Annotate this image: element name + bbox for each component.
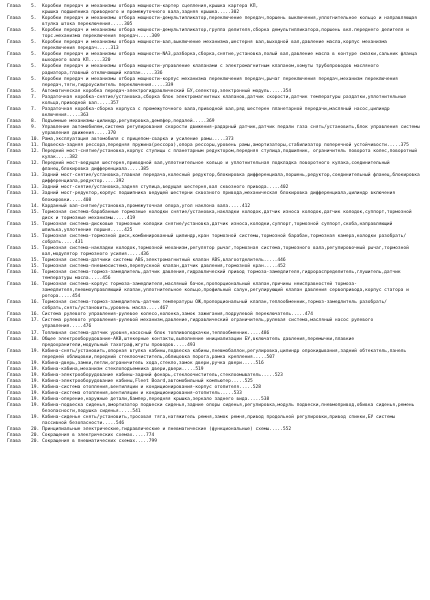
leader-dots: .....: [113, 215, 127, 221]
toc-entry-text: [42, 107, 420, 119]
chapter-word: Глава: [7, 191, 21, 197]
chapter-word: Глава: [7, 64, 21, 70]
leader-dots: .....: [58, 294, 73, 300]
leader-dots: .....: [137, 34, 152, 40]
leader-dots: .....: [110, 22, 125, 28]
chapter-number: 20.: [31, 427, 40, 433]
leader-dots: .....: [69, 324, 84, 330]
leader-dots: .....: [126, 167, 141, 173]
leader-dots: .....: [146, 306, 160, 312]
toc-entry: [7, 16, 420, 28]
chapter-word: Глава: [7, 221, 21, 227]
leader-dots: .....: [247, 330, 261, 336]
leader-dots: .....: [291, 312, 305, 318]
toc-entry-text: [42, 40, 420, 52]
page-number: 309: [151, 34, 160, 40]
chapter-number: 10.: [31, 137, 40, 143]
leader-dots: .....: [118, 409, 133, 415]
toc-title: Коробки передач и механизмы отбора мощности-демультипликатор,группа делителя,сборка демультипликатора,поршень вкл.переднего делителя и торс.механизма переключения передач: [42, 28, 412, 40]
page-number: 528: [252, 384, 262, 390]
chapter-word: Глава: [7, 312, 21, 318]
chapter-word: Глава: [7, 384, 21, 390]
page-number: 541: [132, 409, 141, 415]
toc-title: Тормозная система-барабанные тормозные колодки снятие/установка,накладки колодок,датчик износа колодок,датчик колодок,суппорт,тормозной диск и тормозные механизмы: [42, 209, 415, 221]
page-number: 552: [282, 427, 292, 433]
chapter-number: 19.: [31, 372, 40, 378]
chapter-number: 5.: [31, 40, 37, 46]
chapter-word: Глава: [7, 40, 21, 46]
chapter-number: 14.: [31, 203, 40, 209]
toc-title: Тормозная система-дисковые тормозные колодки снятие/установка,датчик износа,колодки,суппорт,тормозной суппорт,скоба,направляющий шпилька,уплотнение поршня: [42, 221, 396, 233]
page-number: 456: [102, 276, 111, 282]
toc-title: Тормозная система-тормоз-замедлитель,датчик давления,гидравлический привод тормоза-замедлителя,гидрораспределитель,глушитель,датчик температуры масла: [42, 270, 404, 282]
chapter-number: 20.: [31, 433, 40, 439]
leader-dots: .....: [132, 433, 147, 439]
page-number: 385: [140, 167, 149, 173]
page-number: 402: [280, 185, 289, 191]
chapter-word: Глава: [7, 336, 21, 342]
chapter-word: Глава: [7, 257, 21, 263]
leader-dots: .....: [88, 58, 103, 64]
toc-entry: [7, 40, 420, 52]
toc-title: Общее электрооборудование-AKB,штекерные контакты,выполнение инициализации БУ,включатель давления,перемычки,плавкие предохранители,модульный тахограф,жгуты проводов: [42, 336, 357, 348]
chapter-word: Глава: [7, 360, 21, 366]
toc-entry-text: [42, 28, 420, 40]
leader-dots: .....: [126, 251, 141, 257]
chapter-word: Глава: [7, 330, 21, 336]
chapter-word: Глава: [7, 378, 21, 384]
toc-title: Сокращения в пневматических схемах: [42, 439, 136, 445]
page-number: 454: [72, 294, 81, 300]
leader-dots: .....: [140, 70, 155, 76]
chapter-word: Глава: [7, 300, 21, 306]
chapter-number: 7.: [31, 106, 37, 112]
chapter-number: 8.: [31, 118, 37, 124]
page-number: 375: [400, 143, 409, 149]
toc-entry-text: [42, 161, 420, 173]
page-number: 523: [274, 372, 283, 378]
chapter-word: Глава: [7, 397, 21, 403]
toc-entry: [7, 246, 420, 258]
chapter-number: 18.: [31, 336, 40, 342]
toc-title: Кабина-кабина,механизм стеклоподъемника двери,двери: [42, 366, 182, 372]
chapter-word: Глава: [7, 52, 21, 58]
chapter-word: Глава: [7, 391, 21, 396]
leader-dots: .....: [261, 372, 275, 378]
leader-dots: .....: [110, 227, 125, 233]
chapter-word: Глава: [7, 149, 21, 155]
chapter-word: Глава: [7, 439, 21, 445]
chapter-number: 16.: [31, 312, 40, 318]
toc-entry-text: [42, 124, 423, 137]
chapter-number: 15.: [31, 257, 40, 263]
page-number: 370: [107, 130, 116, 136]
toc-title: Сокращения в электрических схемах: [42, 433, 133, 439]
toc-entry: [7, 77, 420, 89]
page-number: 382: [69, 155, 78, 161]
page-number: 313: [110, 46, 119, 52]
leader-dots: .....: [69, 197, 84, 203]
toc-title: Автоматическая коробка передач-электрогидравлический БУ,селектор,электронный модуль: [42, 88, 270, 94]
toc-entry-text: [42, 415, 420, 427]
chapter-word: Глава: [7, 173, 21, 179]
toc-title: Карданный вал-снятие/установка,промежуточная опора,угол наклона вала: [42, 203, 229, 209]
chapter-number: 9.: [31, 124, 37, 130]
chapter-number: 5.: [31, 4, 37, 9]
toc-title: Система рулевого управления-рулевой механизм,давление,гидравлический ограничитель,рулевая система,масляный насос рулевого управления: [42, 318, 376, 330]
chapter-number: 19.: [31, 366, 40, 372]
chapter-number: 5.: [31, 64, 37, 70]
toc-title: Коробки передач и механизмы отбора мощности-картер сцепления,крышка картера КП,: [42, 4, 259, 9]
toc-entry-text: [42, 210, 420, 222]
toc-title: Задний мост-редуктор,корпус подшипника ведущей шестерни сквозного привода,механическая блокировка дифференциала,цилиндр включения блокировки: [42, 191, 398, 203]
chapter-number: 17.: [31, 318, 40, 324]
chapter-number: 19.: [31, 378, 40, 384]
toc-entry: [7, 210, 420, 222]
chapter-word: Глава: [7, 94, 21, 100]
page-number: 533: [233, 391, 242, 396]
page-number: 452: [277, 264, 286, 270]
toc-title: Коробки передач и механизмы отбора мощности-NA3,разборка,сборка,снятие,установка,полый вал,давление масла в контуре смазки,сальник фланца выходного вала КП: [42, 52, 420, 64]
page-number: 369: [206, 118, 215, 124]
chapter-word: Глава: [7, 372, 21, 378]
chapter-number: 20.: [31, 439, 40, 445]
chapter-number: 17.: [31, 330, 40, 336]
chapter-word: Глава: [7, 264, 21, 270]
page-number: 446: [277, 257, 286, 263]
toc-entry: [7, 64, 420, 76]
toc-entry-text: [42, 439, 420, 445]
chapter-word: Глава: [7, 161, 21, 167]
chapter-number: 15.: [31, 221, 40, 227]
chapter-word: Глава: [7, 366, 21, 372]
toc-title: Рама,эксплуатация автомобиля с прицепом-сварка и усиление рамы: [42, 137, 212, 143]
chapter-number: 5.: [31, 76, 37, 82]
leader-dots: .....: [55, 155, 70, 161]
toc-entry-text: [42, 95, 420, 107]
chapter-word: Глава: [7, 76, 21, 82]
toc-entry-text: [42, 349, 420, 361]
chapter-word: Глава: [7, 209, 21, 215]
toc-entry-text: [42, 191, 420, 203]
page-number: 519: [195, 366, 204, 372]
chapter-word: Глава: [7, 143, 21, 149]
toc-entry: [7, 349, 420, 361]
page-number: 474: [304, 312, 314, 318]
leader-dots: .....: [239, 384, 253, 390]
leader-dots: .....: [269, 88, 283, 94]
toc-entry: [7, 234, 420, 246]
chapter-word: Глава: [7, 185, 21, 191]
page-number: 486: [261, 330, 270, 336]
toc-title: Задний мост-снятие/установка,задняя ступица,ведущая шестерня,вал сквозного привода: [42, 185, 267, 191]
chapter-number: 13.: [31, 191, 40, 197]
toc-title: Кабина-подвеска сиденья,амортизатор подвески сиденья,задние опоры сиденья,регулировка,модуль подвески,пневмопривод,обивка сиденья,ремень безопасности,подушка сиденья: [42, 403, 418, 415]
chapter-word: Глава: [7, 137, 21, 143]
chapter-number: 15.: [31, 233, 40, 239]
toc-title: Коробки передач и механизмы отбора мощности-корпус механизма переключения передач,рычаг переключения передач,механизм переключения передач,тяги,гидроусилитель переключения: [42, 76, 401, 88]
chapter-number: 19.: [31, 397, 40, 403]
toc-entry-text: [42, 64, 420, 76]
chapter-word: Глава: [7, 124, 21, 130]
page-number: 320: [102, 58, 111, 64]
toc-title: Коробки передач и механизмы отбора мощности-управление клапанами с электромагнитным клапаном,хомуты трубопроводов масляного радиатора,главный отключающий клапан: [42, 64, 382, 76]
leader-dots: .....: [252, 354, 267, 360]
toc-title: крышка подшипника приводного и промежуточного вала,задняя крышка: [42, 10, 218, 16]
toc-entry-text: [42, 52, 420, 64]
chapter-word: Глава: [7, 4, 21, 9]
chapter-number: 12.: [31, 149, 40, 155]
toc-title: Кабина-электрооборудование кабины,Fleet Board,автомобильный компьютер: [42, 378, 231, 384]
toc-entry-text: [42, 173, 423, 185]
chapter-word: Глава: [7, 28, 21, 34]
toc-title: Тормозная система-пневмосистема,перепускной клапан,датчик давления,тормозной кран: [42, 264, 264, 270]
toc-title: Кабина-система отопления,вентиляции и кондиционирования-корпус отопителя: [42, 384, 240, 390]
chapter-word: Глава: [7, 203, 21, 209]
chapter-word: Глава: [7, 348, 21, 354]
chapter-number: 13.: [31, 185, 40, 191]
toc-title: Принципиальные электрические,гидравлические и пневматические (функциональные) схемы: [42, 427, 270, 433]
leader-dots: .....: [219, 391, 234, 396]
toc-title: Тормозная система-датчики системы ABS,электромагнитный клапан ABS,влагоотделитель: [42, 257, 264, 263]
toc-entry: [7, 403, 420, 415]
toc-title: Тормозная система-тормоз-замедлитель-датчик температуры ОЖ,пропорциональный клапан,теплообменник,тормоз-замедлитель разобрать/собрать,снять/установить,уровень масла: [42, 300, 387, 312]
page-number: 363: [80, 112, 89, 118]
page-number: 357: [110, 100, 119, 106]
chapter-number: 7.: [31, 94, 37, 100]
chapter-number: 5.: [31, 16, 37, 22]
toc-title: Кабина-оперение,наружные детали,бампер,передняя крышка,зеркало заднего вида: [42, 397, 248, 403]
page-number: 516: [255, 360, 264, 366]
toc-entry: [7, 191, 420, 203]
toc-title: Коробки передач и механизмы отбора мощности-вал,выключение механизма,шестерня вал,выходной вал,давление масла,корпус механизма переключения передач: [42, 40, 390, 52]
leader-dots: .....: [263, 257, 278, 263]
page-number: 436: [140, 251, 149, 257]
page-number: 799: [148, 439, 157, 445]
chapter-number: 15.: [31, 209, 40, 215]
chapter-word: Глава: [7, 318, 21, 324]
chapter-word: Глава: [7, 16, 21, 22]
toc-entry: [7, 270, 420, 282]
toc-entry-text: [42, 246, 420, 258]
leader-dots: .....: [241, 360, 256, 366]
chapter-number: 12.: [31, 161, 40, 167]
leader-dots: .....: [266, 185, 281, 191]
chapter-word: Глава: [7, 118, 21, 124]
leader-dots: .....: [263, 264, 278, 270]
chapter-word: Глава: [7, 433, 21, 439]
chapter-number: 16.: [31, 300, 40, 306]
toc-entry-text: [42, 318, 420, 330]
leader-dots: .....: [247, 397, 261, 403]
page-number: 302: [230, 10, 240, 16]
leader-dots: .....: [173, 342, 188, 348]
toc-entry: [7, 149, 420, 161]
chapter-word: Глава: [7, 106, 21, 112]
toc-title: Кабина-дверь,замки,петли,ограничитель хода,стекло,замок двери,ручка двери: [42, 360, 242, 366]
leader-dots: .....: [61, 239, 75, 245]
chapter-number: 5.: [31, 88, 37, 94]
toc-entry-text: [42, 149, 420, 161]
toc-title: Коробки передач и механизмы отбора мощности-демультипликатор,переключение передач,поршень выключения,уплотнительное кольцо и направляющая втулка штока переключения: [42, 16, 420, 28]
toc-entry: [7, 107, 420, 119]
toc-title: Подвеска-задняя рессора,передняя пружина(рессора),опора рессоры,уровень рамы,амортизаторы,стабилизатор поперечной устойчивости: [42, 143, 387, 149]
chapter-number: 19.: [31, 360, 40, 366]
leader-dots: .....: [228, 203, 242, 209]
toc-entry: [7, 28, 420, 40]
chapter-number: 19.: [31, 384, 40, 390]
leader-dots: .....: [181, 366, 196, 372]
page-number: 412: [241, 203, 251, 209]
page-number: 538: [261, 397, 270, 403]
chapter-number: 16.: [31, 270, 40, 276]
toc-title: Кабина-электрооборудование кабины-задний фонарь,стеклоочиститель,стеклоомыватель: [42, 372, 261, 378]
page-number: 305: [124, 22, 133, 28]
toc-entry-text: [42, 270, 420, 282]
leader-dots: .....: [386, 143, 401, 149]
leader-dots: .....: [102, 179, 116, 185]
toc-title: Передний мост-снятие/установка,корпус ступицы с планетарным редуктором,передняя ступица,подшипник, ограничитель поворота колес,поворотный кулак: [42, 149, 420, 161]
toc-entry-text: [42, 16, 420, 28]
leader-dots: .....: [211, 137, 226, 143]
leader-dots: .....: [88, 276, 103, 282]
page-number: 336: [154, 70, 163, 76]
chapter-number: 15.: [31, 264, 40, 270]
toc-entry: [7, 300, 420, 312]
page-number: 467: [159, 306, 168, 312]
chapter-number: 19.: [31, 415, 40, 421]
page-number: 425: [124, 227, 133, 233]
leader-dots: .....: [230, 378, 245, 384]
toc-title: Передний мост-ведущая шестерня,приводной вал,уплотнительное кольцо и уплотнительная подкладка поворотного кулака,соединительный фланец,блокировка дифференциала: [42, 161, 393, 173]
toc-entry-text: [42, 403, 420, 415]
chapter-number: 11.: [31, 143, 40, 149]
toc-entry-text: [42, 300, 420, 312]
leader-dots: .....: [96, 46, 111, 52]
chapter-number: 19.: [31, 348, 40, 354]
chapter-number: 13.: [31, 173, 40, 179]
chapter-word: Глава: [7, 270, 21, 276]
chapter-number: 16.: [31, 282, 40, 288]
leader-dots: .....: [217, 10, 231, 16]
toc-title: Тормозная система-накладки колодок,тормозной механизм,регулятор рычаг,тормозная система,тормозного вала,регулировочный рычаг,тормозной вал,модулятор тормозного усилия: [42, 245, 412, 257]
chapter-word: Глава: [7, 88, 21, 94]
toc-entry: [7, 318, 420, 330]
page-number: 419: [126, 215, 136, 221]
chapter-number: 5.: [31, 28, 37, 34]
chapter-word: Глава: [7, 282, 21, 288]
toc-title: Тормозная система-корпус тормоза-замедлителя,масляный бачок,пропорциональный клапан,причины неисправностей тормоза-замедлителя,пневмоуправляющий клапан,уплотнительное кольцо,профильный салун,регулирующий клапан давления сервопривода,корпус статора и ротора: [42, 282, 412, 300]
leader-dots: .....: [94, 130, 108, 136]
leader-dots: .....: [102, 421, 116, 427]
chapter-word: Глава: [7, 427, 21, 433]
page-number: 373: [225, 137, 234, 143]
toc-entry: [7, 52, 420, 64]
page-number: 354: [282, 88, 292, 94]
leader-dots: .....: [135, 439, 149, 445]
page-number: 476: [83, 324, 92, 330]
toc-title: Кабина-снять/установить,опорная втулка кабины,подвеска кабины,пневмобаллон,регулировка,цилиндр опрокидывания,задний обтекатель,панель передней облицовки,передний стеклоочиститель,облицовка порога,рамка крепления: [42, 348, 409, 360]
leader-dots: .....: [66, 112, 81, 118]
toc-title: Раздаточная коробка-сборка корпуса с промежуточного вала,приводной вал,ряд шестерен планетарной передачи,масляный насос,цилиндр включения: [42, 106, 393, 118]
toc-entry: [7, 439, 420, 445]
toc-list: [7, 4, 423, 445]
page-number: 525: [244, 378, 253, 384]
toc-entry: [7, 95, 420, 107]
toc-entry-text: [42, 282, 420, 300]
chapter-number: 5.: [31, 52, 37, 58]
toc-entry-text: [42, 337, 420, 349]
toc-title: Топливная система-датчик уровня,насосный блок топливоподкачки,теплообменник: [42, 330, 248, 336]
page-number: 493: [187, 342, 196, 348]
leader-dots: .....: [192, 118, 207, 124]
page-number: 339: [165, 82, 174, 88]
toc-entry: [7, 282, 420, 300]
toc-title: Подъемные механизмы-цилиндр,регулировка,демпфер,педалей: [42, 118, 193, 124]
page-number: 431: [74, 239, 84, 245]
chapter-word: Глава: [7, 403, 21, 409]
toc-entry-text: [42, 234, 420, 246]
leader-dots: .....: [151, 82, 166, 88]
chapter-word: Глава: [7, 245, 21, 251]
chapter-number: 15.: [31, 245, 40, 251]
toc-title: Тормозная система-тормозной диск,комбинированный цилиндр,кран тормозной системы,тормозной барабан,тормозная камера,колодки разобрать/собрать: [42, 233, 407, 245]
toc-entry: [7, 173, 423, 185]
toc-title: Кабина-система отопления,вентиляции и кондиционирования-отопитель: [42, 391, 220, 396]
chapter-word: Глава: [7, 415, 21, 421]
chapter-number: 19.: [31, 391, 40, 396]
chapter-number: 19.: [31, 403, 40, 409]
toc-entry: [7, 337, 420, 349]
toc-title: Система рулевого управления-рулевое колесо,колонка,замок зажигания,подрулевой переключатель: [42, 312, 292, 318]
toc-title: Управление автомобилем,система регулирования скорости движения-радарный датчик,датчик педали газа снять/установить,блок управления системы управления движения: [42, 124, 423, 136]
page-number: 774: [146, 433, 155, 439]
toc-title: Кабина-сиденье снять/установить,тросовая тяга,натяжитель ремня,замок ремня,привод продольной регулировки,привод спинки,БУ системы пассивной безопасности: [42, 415, 398, 427]
leader-dots: .....: [269, 427, 283, 433]
page-number: 546: [115, 421, 125, 427]
page-number: 408: [83, 197, 92, 203]
page-number: 392: [115, 179, 125, 185]
toc-entry-text: [42, 222, 420, 234]
page-number: 507: [266, 354, 275, 360]
toc-entry: [7, 161, 420, 173]
toc-title: Раздаточная коробка-снятие/установка,сборка блок электромагнитных клапанов,датчик скорости,датчик температуры раздатки,уплотнительные кольца,приводной вал: [42, 94, 409, 106]
toc-entry: [7, 124, 423, 137]
toc-entry: [7, 222, 420, 234]
toc-title: Задний мост-снятие/установка,главная передача,колесный редуктор,блокировка дифференциала,поршень,редуктор,соединительный фланец,блокировка дифференциала,редуктор: [42, 173, 423, 185]
toc-entry-text: [42, 77, 420, 89]
chapter-word: Глава: [7, 233, 21, 239]
leader-dots: .....: [96, 100, 111, 106]
toc-entry: [7, 415, 420, 427]
